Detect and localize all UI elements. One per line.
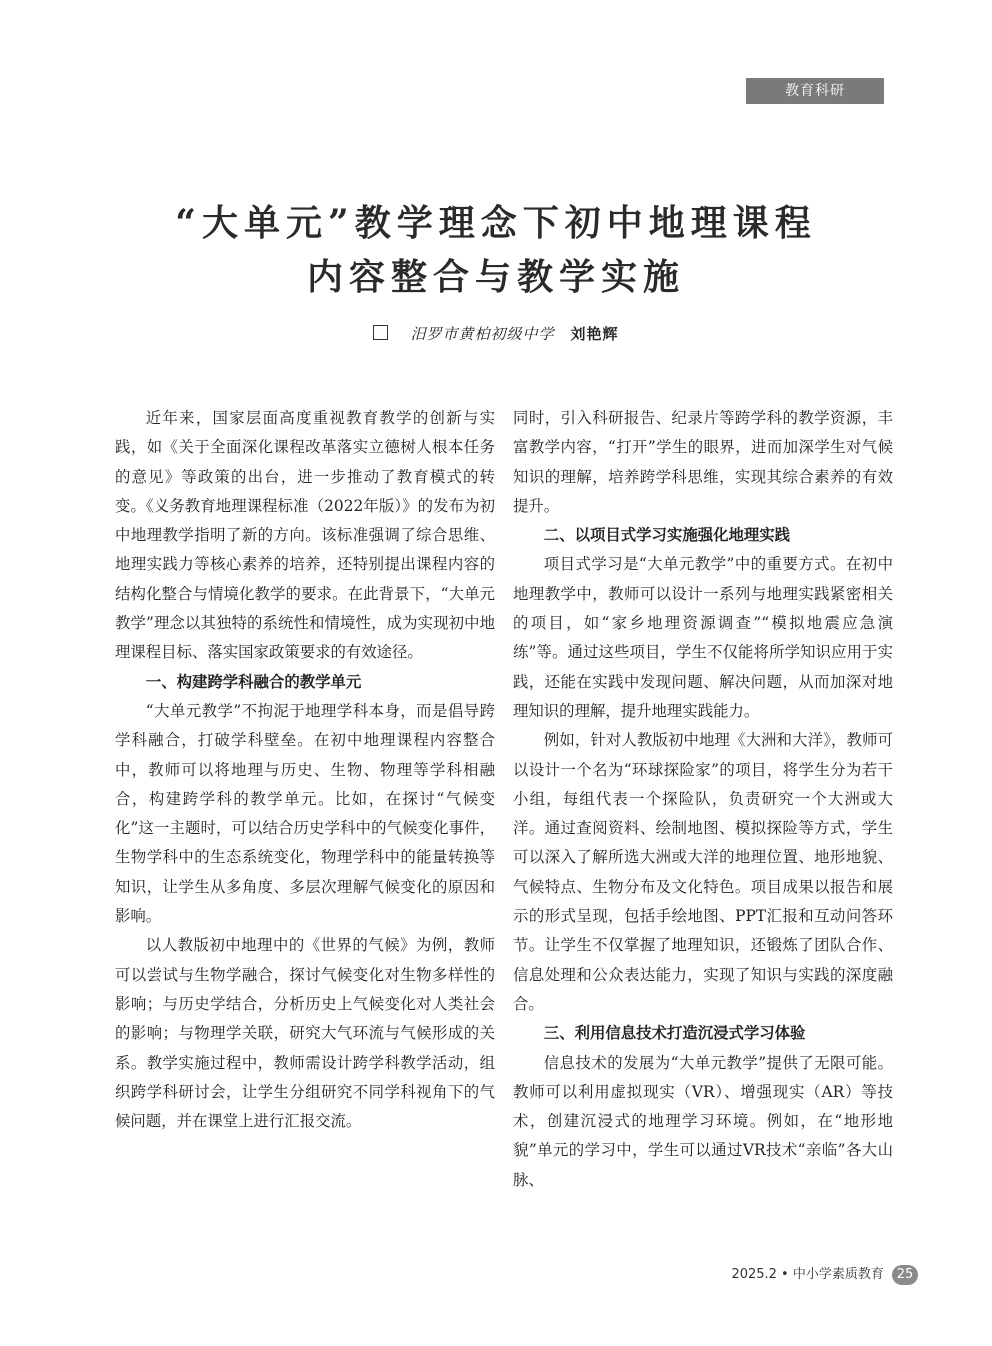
paragraph: 项目式学习是“大单元教学”中的重要方式。在初中地理教学中，教师可以设计一系列与地理实践紧密相关的项目，如“家乡地理资源调查”“模拟地震应急演练”等。通过这些项目，学生不仅能将所学知识应用于实践，还能在实践中发现问题、解决问题，从而加深对地理知识的理解，提升地理实践能力。	[513, 555, 893, 720]
journal-issue: 2025.2 • 中小学素质教育	[731, 1267, 884, 1282]
section-heading-3: 三、利用信息技术打造沉浸式学习体验	[543, 1024, 806, 1043]
paragraph: “大单元教学”不拘泥于地理学科本身，而是倡导跨学科融合，打破学科壁垒。在初中地理课程内容整合中，教师可以将地理与历史、生物、物理等学科相融合，构建跨学科的教学单元。比如，在探讨“气候变化”这一主题时，可以结合历史学科中的气候变化事件，生物学科中的生态系统变化，物理学科中的能量转换等知识，让学生从多角度、多层次理解气候变化的原因和影响。	[115, 701, 495, 926]
page-number: 25	[892, 1265, 918, 1285]
section-tag: 教育科研	[746, 78, 884, 104]
paragraph: 同时，引入科研报告、纪录片等跨学科的教学资源，丰富教学内容，“打开”学生的眼界，进而加深学生对气候知识的理解，培养跨学科思维，实现其综合素养的有效提升。	[513, 409, 893, 515]
article-title-line-2: 内容整合与教学实施	[306, 256, 685, 298]
paragraph: 例如，针对人教版初中地理《大洲和大洋》，教师可以设计一个名为“环球探险家”的项目，将学生分为若干小组，每组代表一个探险队，负责研究一个大洲或大洋。通过查阅资料、绘制地图、模拟探险等方式，学生可以深入了解所选大洲或大洋的地理位置、地形地貌、气候特点、生物分布及文化特色。项目成果以报告和展示的形式呈现，包括手绘地图、PPT汇报和互动问答环节。让学生不仅掌握了地理知识，还锻炼了团队合作、信息处理和公众表达能力，实现了知识与实践的深度融合。	[513, 731, 893, 1013]
article-title-line-1: “大单元”教学理念下初中地理课程	[175, 202, 817, 244]
section-heading-1: 一、构建跨学科融合的教学单元	[145, 672, 362, 691]
square-box-icon	[373, 325, 388, 340]
right-column	[513, 404, 893, 1195]
section-heading-2: 二、以项目式学习实施强化地理实践	[543, 526, 791, 545]
left-column	[115, 404, 495, 1136]
author-school: 汨罗市黄柏初级中学	[410, 325, 555, 343]
byline	[0, 323, 992, 344]
page-footer	[731, 1264, 918, 1286]
author-name: 刘艳辉	[570, 325, 619, 343]
paragraph: 以人教版初中地理中的《世界的气候》为例，教师可以尝试与生物学融合，探讨气候变化对生物多样性的影响；与历史学结合，分析历史上气候变化对人类社会的影响；与物理学关联，研究大气环流与气候形成的关系。教学实施过程中，教师需设计跨学科教学活动，组织跨学科研讨会，让学生分组研究不同学科视角下的气候问题，并在课堂上进行汇报交流。	[115, 936, 495, 1131]
paragraph: 信息技术的发展为“大单元教学”提供了无限可能。教师可以利用虚拟现实（VR）、增强现实（AR）等技术，创建沉浸式的地理学习环境。例如，在“地形地貌”单元的学习中，学生可以通过VR技术“亲临”各大山脉、	[513, 1053, 893, 1189]
paragraph: 近年来，国家层面高度重视教育教学的创新与实践，如《关于全面深化课程改革落实立德树人根本任务的意见》等政策的出台，进一步推动了教育模式的转变。《义务教育地理课程标准（2022年版）》的发布为初中地理教学指明了新的方向。该标准强调了综合思维、地理实践力等核心素养的培养，还特别提出课程内容的结构化整合与情境化教学的要求。在此背景下，“大单元教学”理念以其独特的系统性和情境性，成为实现初中地理课程目标、落实国家政策要求的有效途径。	[115, 409, 495, 662]
